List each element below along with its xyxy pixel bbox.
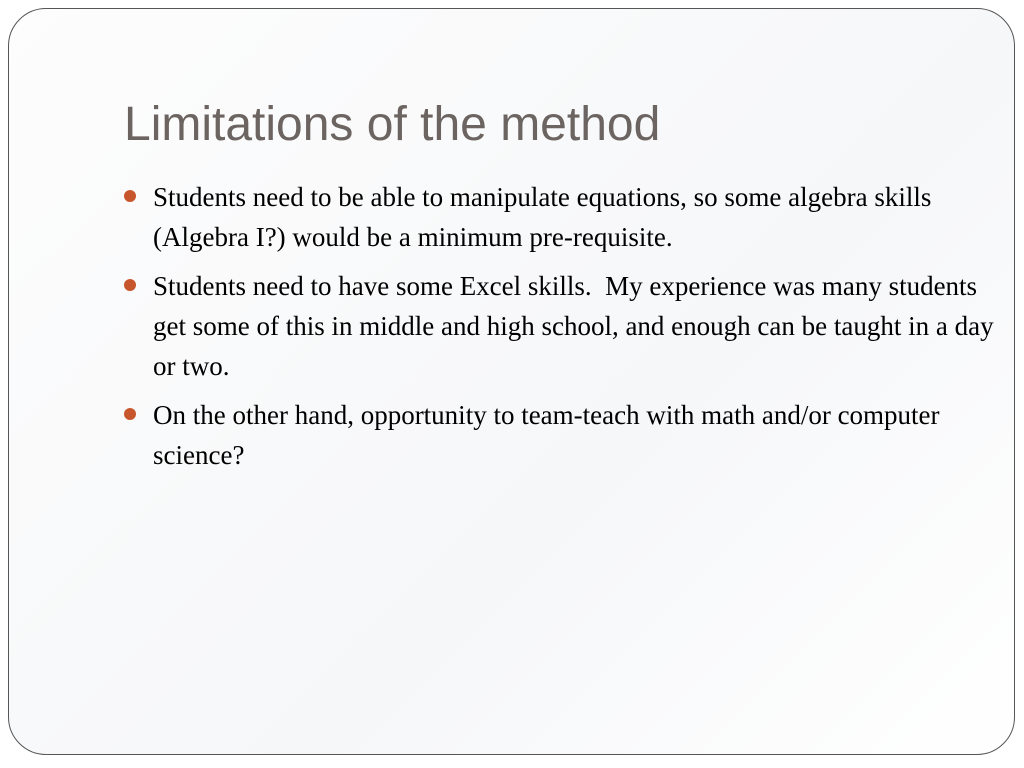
bullet-dot-icon [124, 408, 136, 420]
bullet-item-1 [123, 177, 1003, 257]
slide-frame [8, 8, 1015, 755]
bullet-list [123, 177, 1003, 484]
bullet-item-3 [123, 395, 1003, 475]
bullet-text: Students need to be able to manipulate equations, so some algebra skills (Algebra I?) would be a minimum pre-requisite. [153, 182, 939, 252]
bullet-text: On the other hand, opportunity to team-teach with math and/or computer science? [153, 400, 947, 470]
bullet-dot-icon [124, 279, 136, 291]
slide-title: Limitations of the method [124, 98, 661, 151]
bullet-dot-icon [124, 190, 136, 202]
bullet-item-2 [123, 266, 1003, 386]
bullet-text: Students need to have some Excel skills. My experience was many students get some of this in middle and high school, and enough can be taught in a day or two. [153, 271, 1001, 381]
